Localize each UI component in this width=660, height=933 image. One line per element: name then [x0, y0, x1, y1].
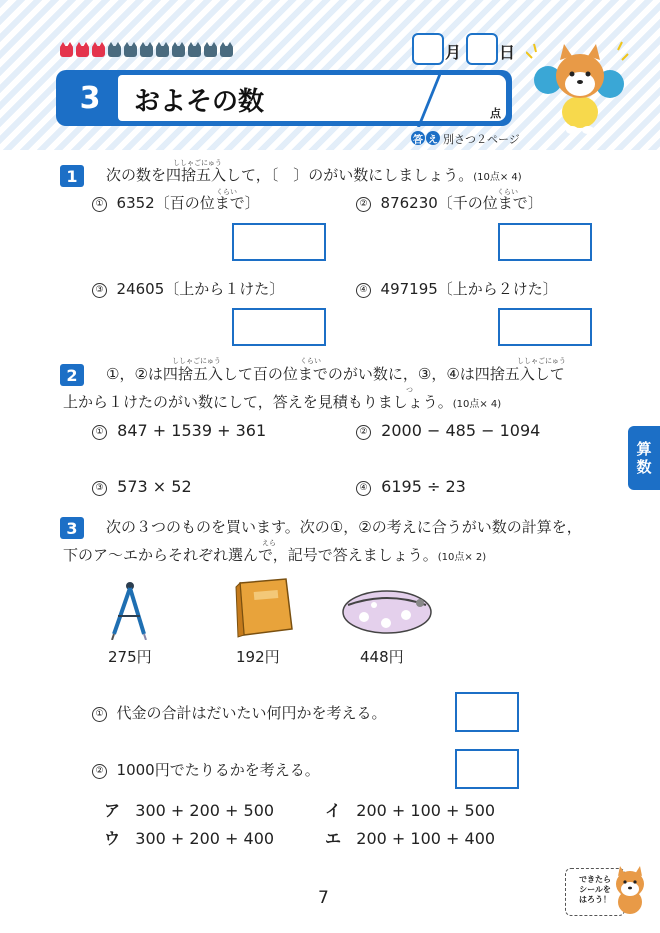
- ruby: くらい: [497, 188, 518, 196]
- price-pencil-case: 448円: [360, 648, 404, 666]
- question-3-instruction: 下のア～エからそれぞれ選んで，記号で答えましょう。: [63, 546, 438, 564]
- option-label: ウ: [104, 829, 121, 848]
- question-3-points: (10点× 2): [437, 552, 487, 563]
- option-i: [325, 801, 495, 821]
- item-mark: ④: [356, 283, 371, 298]
- q1-answer-box-2[interactable]: [498, 223, 592, 261]
- progress-cat-icon: [124, 46, 137, 57]
- item-mark: ③: [92, 481, 107, 496]
- day-input[interactable]: [466, 33, 498, 65]
- progress-cat-icon: [92, 46, 105, 57]
- ruby: くらい: [216, 188, 237, 196]
- subject-tab-char: 算: [636, 440, 652, 458]
- q2-item-1: [92, 421, 266, 441]
- item-mark: ①: [92, 425, 107, 440]
- q1-answer-box-4[interactable]: [498, 308, 592, 346]
- option-u: [104, 829, 274, 849]
- q3-answer-box-1[interactable]: [455, 692, 519, 732]
- progress-cat-icon: [76, 46, 89, 57]
- answer-reference: 別さつ２ページ: [443, 133, 520, 146]
- option-label: エ: [325, 829, 342, 848]
- q1-answer-box-3[interactable]: [232, 308, 326, 346]
- question-1-points: (10点× 4): [473, 172, 522, 183]
- item-mark: ①: [92, 707, 107, 722]
- ruby: つ: [406, 386, 413, 394]
- question-3-line-1: 次の３つのものを買います。次の①，②の考えに合うがい数の計算を，: [106, 518, 582, 536]
- subject-tab-char: 数: [636, 458, 652, 476]
- day-label: 日: [499, 43, 516, 62]
- subject-tab: [628, 426, 660, 490]
- question-3-number: 3: [60, 517, 84, 539]
- unit-number: 3: [79, 80, 101, 116]
- item-text: 573 × 52: [117, 477, 192, 496]
- question-1-text: [106, 165, 522, 188]
- q1-item-3: [92, 279, 284, 299]
- question-1-instruction: 次の数を四捨五入して，〔 〕のがい数にしましょう。: [106, 166, 474, 184]
- item-mark: ④: [356, 481, 371, 496]
- progress-cat-icon: [108, 46, 121, 57]
- q3-item-1: [92, 703, 387, 723]
- progress-cat-icon: [204, 46, 217, 57]
- answer-badge-char: 答: [411, 131, 425, 145]
- progress-cat-icon: [140, 46, 153, 57]
- option-expression: 300 + 200 + 500: [135, 801, 275, 820]
- price-compass: 275円: [108, 648, 152, 666]
- ruby: ししゃごにゅう: [172, 357, 221, 365]
- item-mark: ②: [356, 197, 371, 212]
- item-text: 代金の合計はだいたい何円かを考える。: [116, 704, 387, 722]
- question-1-number: 1: [60, 165, 84, 187]
- question-2-line-2: [63, 392, 501, 415]
- shiba-dog-mascot-icon: [526, 38, 630, 134]
- price-notebook: 192円: [236, 648, 280, 666]
- question-2-points: (10点× 4): [452, 399, 502, 410]
- option-label: ア: [104, 801, 121, 820]
- answer-badge-char: え: [426, 131, 440, 145]
- option-expression: 300 + 200 + 400: [135, 829, 275, 848]
- item-text: 6195 ÷ 23: [381, 477, 466, 496]
- question-2-line-1: ①，②は四捨五入して百の位までのがい数に，③，④は四捨五入して: [106, 365, 565, 383]
- progress-cat-icon: [188, 46, 201, 57]
- sticker-text: シールを: [579, 885, 611, 894]
- option-expression: 200 + 100 + 500: [356, 801, 496, 820]
- ruby: くらい: [300, 357, 321, 365]
- item-text: 2000 − 485 − 1094: [381, 421, 541, 440]
- item-text: 847 + 1539 + 361: [117, 421, 267, 440]
- sticker-text: できたら: [579, 875, 611, 884]
- q2-item-2: [356, 421, 540, 441]
- q1-answer-box-1[interactable]: [232, 223, 326, 261]
- progress-cat-icon: [156, 46, 169, 57]
- page-number: 7: [318, 888, 329, 908]
- compass-icon: [104, 580, 152, 640]
- option-e: [325, 829, 495, 849]
- progress-cat-icons: [60, 46, 233, 57]
- progress-cat-icon: [220, 46, 233, 57]
- q3-answer-box-2[interactable]: [455, 749, 519, 789]
- ruby: えら: [262, 539, 276, 547]
- q3-item-2: [92, 760, 320, 780]
- progress-cat-icon: [172, 46, 185, 57]
- notebook-icon: [230, 577, 294, 639]
- question-2-instruction: 上から１けたのがい数にして，答えを見積もりましょう。: [63, 393, 453, 411]
- item-mark: ②: [92, 764, 107, 779]
- page-title: およその数: [134, 87, 265, 117]
- question-2-number: 2: [60, 364, 84, 386]
- item-mark: ③: [92, 283, 107, 298]
- month-label: 月: [445, 43, 462, 62]
- item-mark: ②: [356, 425, 371, 440]
- item-text: 6352〔百の位まで〕: [116, 194, 260, 212]
- q2-item-4: [356, 477, 466, 497]
- month-input[interactable]: [412, 33, 444, 65]
- dog-sticker-icon: [610, 866, 650, 916]
- question-3-line-2: [63, 545, 486, 568]
- option-expression: 200 + 100 + 400: [356, 829, 496, 848]
- q1-item-4: [356, 279, 558, 299]
- item-mark: ①: [92, 197, 107, 212]
- pencil-case-icon: [340, 585, 434, 635]
- item-text: 497195〔上から２けた〕: [380, 280, 558, 298]
- ruby: ししゃごにゅう: [173, 159, 222, 167]
- score-label: 点: [490, 107, 501, 120]
- item-text: 1000円でたりるかを考える。: [116, 761, 320, 779]
- answer-badge: [411, 131, 440, 145]
- item-text: 876230〔千の位まで〕: [380, 194, 543, 212]
- progress-cat-icon: [60, 46, 73, 57]
- ruby: ししゃごにゅう: [517, 357, 566, 365]
- option-a: [104, 801, 274, 821]
- sticker-text: はろう！: [579, 895, 611, 904]
- option-label: イ: [325, 801, 342, 820]
- q2-item-3: [92, 477, 192, 497]
- item-text: 24605〔上から１けた〕: [116, 280, 285, 298]
